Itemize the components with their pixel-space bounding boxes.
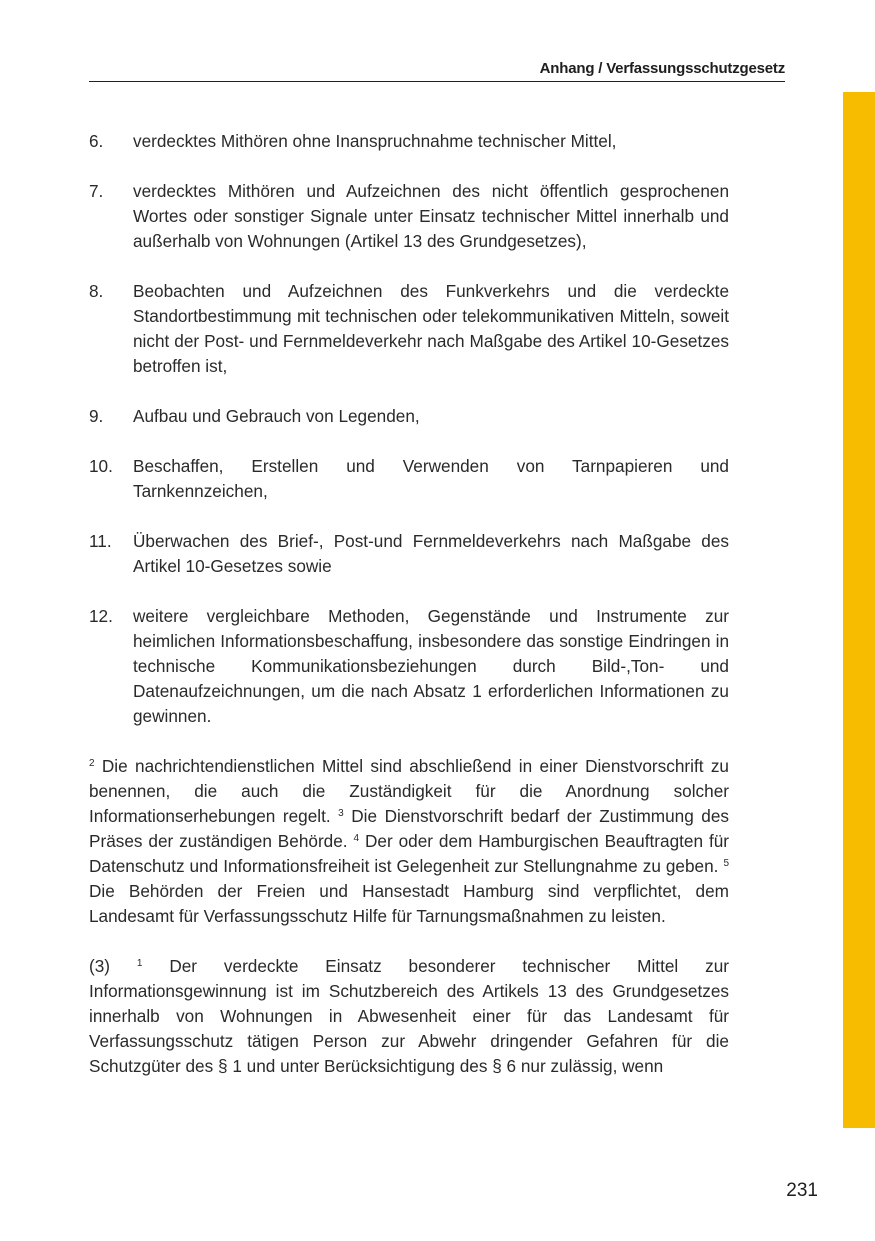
sentence-number: 2 xyxy=(89,758,95,769)
list-item-text: weitere vergleichbare Methoden, Gegenstände und Instrumente zur heimlichen Informationsbeschaffung, insbesondere das sonstige Eindringen in technische Kommunikationsbeziehungen durch Bild-,Ton- und Datenaufzeichnungen, um die nach Absatz 1 erforderlichen Informationen zu gewinnen. xyxy=(133,606,729,726)
list-item-text: Aufbau und Gebrauch von Legenden, xyxy=(133,406,420,426)
list-item-text: Überwachen des Brief-, Post-und Fernmeldeverkehrs nach Maßgabe des Artikel 10-Gesetzes sowie xyxy=(133,531,729,576)
list-item xyxy=(89,604,729,729)
sentence-text: Der verdeckte Einsatz besonderer technischer Mittel zur Informationsgewinnung ist im Schutzbereich des Artikels 13 des Grundgesetzes innerhalb von Wohnungen in Abwesenheit einer für das Landesamt für Verfassungsschutz tätigen Person zur Abwehr dringender Gefahren für die Schutzgüter des § 1 und unter Berücksichtigung des § 6 nur zulässig, wenn xyxy=(89,956,729,1076)
list-item-number: 11. xyxy=(89,531,112,551)
sentence-number: 1 xyxy=(136,958,143,969)
chapter-marker-bar xyxy=(843,92,875,1128)
list-item-number: 12. xyxy=(89,606,113,626)
list-item-number: 6. xyxy=(89,131,104,151)
list-item-number: 10. xyxy=(89,456,113,476)
list-item xyxy=(89,404,729,429)
paragraph-label: (3) xyxy=(89,956,137,976)
paragraph-2 xyxy=(89,754,729,929)
sentence-text: Die nachrichtendienstlichen Mittel sind abschließend in einer Dienstvorschrift zu benennen, die auch die Zuständigkeit für die Anordnung solcher Informationserhebungen regelt. xyxy=(89,756,729,826)
list-item xyxy=(89,279,729,379)
list-item-text: Beobachten und Aufzeichnen des Funkverkehrs und die verdeckte Standortbestimmung mit technischen oder telekommunikativen Mitteln, soweit nicht der Post- und Fernmeldeverkehr nach Maßgabe des Artikel 10-Gesetzes betroffen ist, xyxy=(133,281,729,376)
page-content xyxy=(89,129,729,1104)
list-item-number: 7. xyxy=(89,181,104,201)
sentence-number: 5 xyxy=(723,858,729,869)
sentence-text: Die Dienstvorschrift bedarf der Zustimmung des Präses der zuständigen Behörde. xyxy=(89,806,729,851)
list-item xyxy=(89,529,729,579)
sentence-text: Die Behörden der Freien und Hansestadt Hamburg sind verpflichtet, dem Landesamt für Verfassungsschutz Hilfe für Tarnungsmaßnahmen zu leisten. xyxy=(89,881,729,926)
sentence-text: Der oder dem Hamburgischen Beauftragten für Datenschutz und Informationsfreiheit ist Gelegenheit zur Stellungnahme zu geben. xyxy=(89,831,729,876)
list-item-text: verdecktes Mithören und Aufzeichnen des nicht öffentlich gesprochenen Wortes oder sonstiger Signale unter Einsatz technischer Mittel innerhalb und außerhalb von Wohnungen (Artikel 13 des Grundgesetzes), xyxy=(133,181,729,251)
sentence-number: 4 xyxy=(353,833,360,844)
sentence-number: 3 xyxy=(338,808,344,819)
header-rule xyxy=(89,81,785,82)
running-header: Anhang / Verfassungsschutzgesetz xyxy=(539,60,785,77)
list-item-number: 8. xyxy=(89,281,104,301)
list-item-text: verdecktes Mithören ohne Inanspruchnahme technischer Mittel, xyxy=(133,131,617,151)
paragraph-3 xyxy=(89,954,729,1079)
list-item-number: 9. xyxy=(89,406,104,426)
list-item-text: Beschaffen, Erstellen und Verwenden von Tarnpapieren und Tarnkennzeichen, xyxy=(133,456,729,501)
list-item xyxy=(89,129,729,154)
page-number: 231 xyxy=(786,1180,818,1201)
list-item xyxy=(89,179,729,254)
list-item xyxy=(89,454,729,504)
